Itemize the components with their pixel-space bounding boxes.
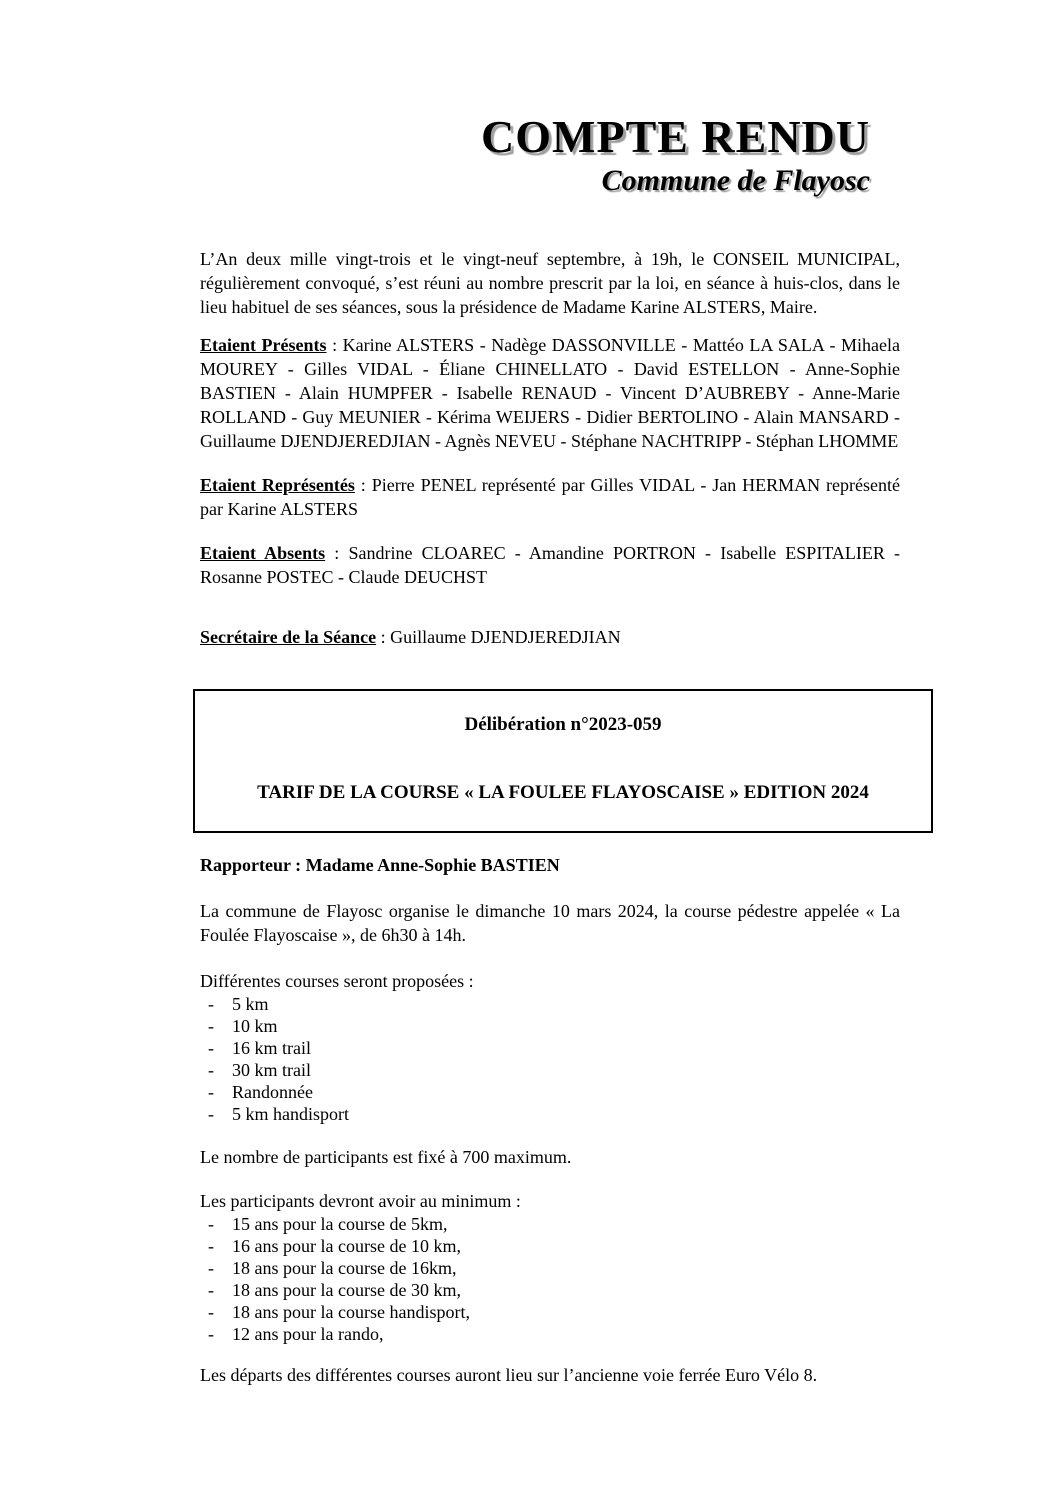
list-dash: - [208, 1280, 214, 1300]
list-item-text: Randonnée [232, 1082, 313, 1102]
rapporteur-line: Rapporteur : Madame Anne-Sophie BASTIEN [200, 855, 560, 875]
section-secretaire-text: Guillaume DJENDJEREDJIAN [390, 627, 621, 647]
section-presents-text: Karine ALSTERS - Nadège DASSONVILLE - Mattéo LA SALA - Mihaela MOUREY - Gilles VIDAL - Éliane CHINELLATO - David ESTELLON - Anne-Sophie BASTIEN - Alain HUMPFER - Isabelle RENAUD - Vincent D’AUBREBY - Anne-Marie ROLLAND - Guy MEUNIER - Kérima WEIJERS - Didier BERTOLINO - Alain MANSARD - Guillaume DJENDJEREDJIAN - Agnès NEVEU - Stéphane NACHTRIPP - Stéphan LHOMME [200, 335, 900, 451]
section-presents [200, 333, 900, 453]
participants-limit: Le nombre de participants est fixé à 700 maximum. [200, 1147, 572, 1167]
list-item-text: 5 km [232, 994, 269, 1014]
race-intro-paragraph: La commune de Flayosc organise le dimanche 10 mars 2024, la course pédestre appelée « La Foulée Flayoscaise », de 6h30 à 14h. [200, 901, 900, 945]
label-separator: : [354, 475, 372, 495]
list-item-text: 30 km trail [232, 1060, 311, 1080]
list-item [200, 1081, 900, 1103]
label-separator: : [326, 335, 343, 355]
section-absents-label: Etaient Absents [200, 543, 326, 563]
list-item [200, 1015, 900, 1037]
section-presents-label: Etaient Présents [200, 335, 327, 355]
list-item [200, 1279, 900, 1301]
departures-line: Les départs des différentes courses auront lieu sur l’ancienne voie ferrée Euro Vélo 8. [200, 1365, 818, 1385]
list-dash: - [208, 1324, 214, 1344]
list-item-text: 12 ans pour la rando, [232, 1324, 384, 1344]
section-absents-text: Sandrine CLOAREC - Amandine PORTRON - Isabelle ESPITALIER - Rosanne POSTEC - Claude DEUCHST [200, 543, 900, 587]
list-item-text: 5 km handisport [232, 1104, 349, 1124]
page-title: COMPTE RENDU [481, 111, 870, 162]
deliberation-number: Délibération n°2023-059 [464, 714, 662, 735]
document-header [200, 0, 900, 200]
list-item-text: 18 ans pour la course de 30 km, [232, 1280, 461, 1300]
list-dash: - [208, 1016, 214, 1036]
list-dash: - [208, 1082, 214, 1102]
deliberation-title: TARIF DE LA COURSE « LA FOULEE FLAYOSCAISE » EDITION 2024 [257, 782, 869, 803]
list-item-text: 16 km trail [232, 1038, 311, 1058]
document-content [200, 0, 900, 1387]
courses-intro: Différentes courses seront proposées : [200, 971, 474, 991]
list-item [200, 1301, 900, 1323]
list-item [200, 1257, 900, 1279]
list-item-text: 15 ans pour la course de 5km, [232, 1214, 448, 1234]
min-age-intro: Les participants devront avoir au minimum : [200, 1191, 521, 1211]
section-representes [200, 473, 900, 521]
min-age-list [200, 1213, 900, 1345]
list-dash: - [208, 1302, 214, 1322]
list-item [200, 1213, 900, 1235]
list-item-text: 10 km [232, 1016, 278, 1036]
section-secretaire-label: Secrétaire de la Séance [200, 627, 377, 647]
list-item [200, 1323, 900, 1345]
list-item [200, 1235, 900, 1257]
list-dash: - [208, 1214, 214, 1234]
section-absents [200, 541, 900, 589]
label-separator: : [325, 543, 349, 563]
list-dash: - [208, 1236, 214, 1256]
section-secretaire [200, 625, 900, 649]
label-separator: : [376, 627, 391, 647]
list-dash: - [208, 994, 214, 1014]
list-item-text: 16 ans pour la course de 10 km, [232, 1236, 461, 1256]
section-representes-label: Etaient Représentés [200, 475, 355, 495]
list-dash: - [208, 1104, 214, 1124]
intro-paragraph: L’An deux mille vingt-trois et le vingt-neuf septembre, à 19h, le CONSEIL MUNICIPAL, régulièrement convoqué, s’est réuni au nombre prescrit par la loi, en séance à huis-clos, dans le lieu habituel de ses séances, sous la présidence de Madame Karine ALSTERS, Maire. [200, 249, 900, 317]
list-dash: - [208, 1060, 214, 1080]
list-item [200, 993, 900, 1015]
list-dash: - [208, 1258, 214, 1278]
list-item-text: 18 ans pour la course handisport, [232, 1302, 470, 1322]
page-subtitle: Commune de Flayosc [601, 164, 870, 197]
list-item [200, 1103, 900, 1125]
list-dash: - [208, 1038, 214, 1058]
courses-list [200, 993, 900, 1125]
list-item-text: 18 ans pour la course de 16km, [232, 1258, 457, 1278]
list-item [200, 1059, 900, 1081]
section-representes-text: Pierre PENEL représenté par Gilles VIDAL - Jan HERMAN représenté par Karine ALSTERS [200, 475, 900, 519]
deliberation-box [193, 689, 933, 833]
list-item [200, 1037, 900, 1059]
